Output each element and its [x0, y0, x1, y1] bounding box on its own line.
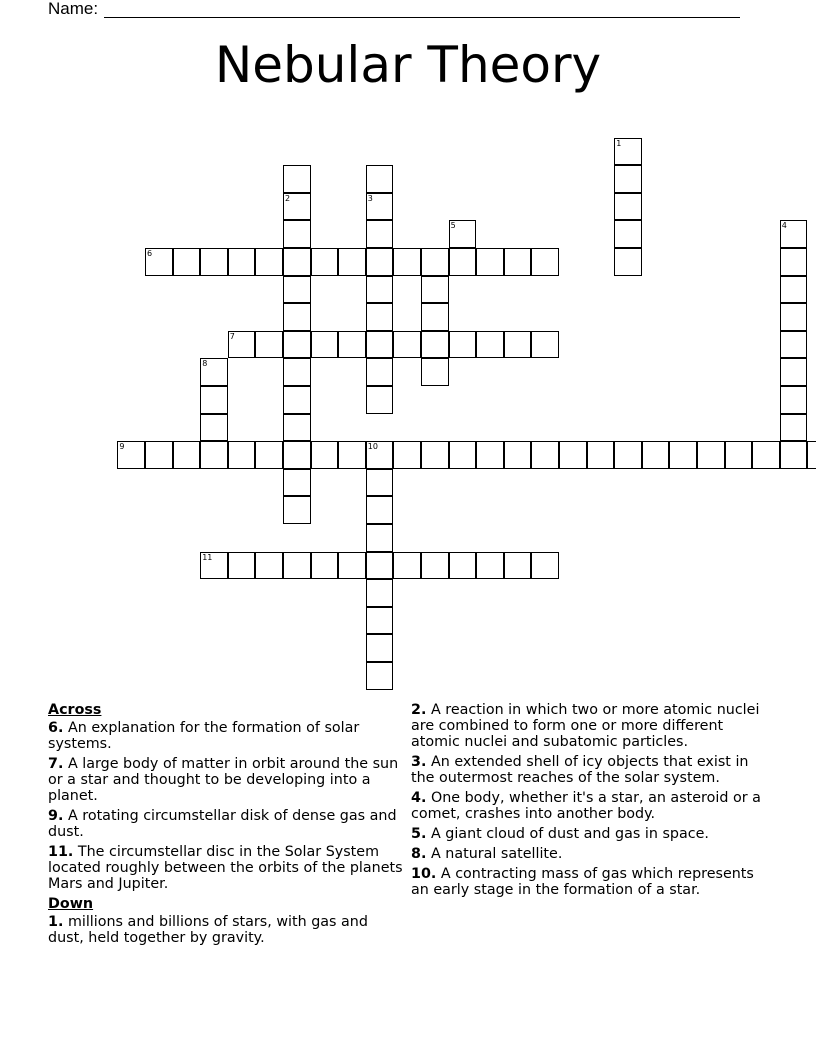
grid-cell[interactable]: [311, 248, 339, 276]
grid-cell[interactable]: [366, 220, 394, 248]
grid-cell[interactable]: [255, 331, 283, 359]
grid-cell[interactable]: [614, 220, 642, 248]
grid-cell[interactable]: [366, 552, 394, 580]
clue-across-9: [48, 808, 406, 840]
grid-cell[interactable]: [504, 331, 532, 359]
grid-cell[interactable]: [255, 552, 283, 580]
grid-cell[interactable]: [421, 552, 449, 580]
grid-cell[interactable]: [421, 276, 449, 304]
grid-cell[interactable]: [366, 607, 394, 635]
grid-cell[interactable]: [200, 414, 228, 442]
grid-cell[interactable]: [780, 358, 808, 386]
grid-cell[interactable]: [200, 441, 228, 469]
grid-cell[interactable]: [421, 441, 449, 469]
grid-cell[interactable]: [255, 441, 283, 469]
grid-cell[interactable]: [338, 552, 366, 580]
grid-cell[interactable]: [669, 441, 697, 469]
grid-cell[interactable]: [283, 248, 311, 276]
grid-cell[interactable]: [614, 441, 642, 469]
clue-number: 10.: [411, 866, 437, 882]
grid-cell[interactable]: [366, 331, 394, 359]
grid-cell[interactable]: [725, 441, 753, 469]
clue-text: An extended shell of icy objects that exist in the outermost reaches of the solar system.: [411, 754, 749, 786]
grid-cell[interactable]: [283, 165, 311, 193]
grid-cell[interactable]: [366, 634, 394, 662]
grid-cell[interactable]: [338, 331, 366, 359]
clues-right-column: [411, 702, 769, 902]
grid-cell[interactable]: [614, 248, 642, 276]
clue-text: A natural satellite.: [430, 846, 563, 862]
grid-cell[interactable]: [311, 552, 339, 580]
clue-across-11: [48, 844, 406, 892]
clue-number-label: 6: [147, 249, 153, 258]
grid-cell[interactable]: [366, 496, 394, 524]
grid-cell[interactable]: [283, 276, 311, 304]
grid-cell[interactable]: [780, 386, 808, 414]
clue-text: A giant cloud of dust and gas in space.: [430, 826, 709, 842]
grid-cell[interactable]: [228, 248, 256, 276]
grid-cell[interactable]: [145, 248, 173, 276]
grid-cell[interactable]: [366, 441, 394, 469]
clue-text: A contracting mass of gas which represents an early stage in the formation of a star.: [411, 866, 754, 898]
down-heading: Down: [48, 896, 94, 912]
clue-down-8: [411, 846, 769, 862]
clue-across-6: [48, 720, 406, 752]
grid-cell[interactable]: [366, 276, 394, 304]
grid-cell[interactable]: [366, 248, 394, 276]
name-label: Name:: [48, 0, 99, 18]
clue-number: 3.: [411, 754, 427, 770]
clue-number: 1.: [48, 914, 64, 930]
grid-cell[interactable]: [531, 331, 559, 359]
grid-cell[interactable]: [283, 358, 311, 386]
grid-cell[interactable]: [228, 552, 256, 580]
grid-cell[interactable]: [780, 441, 808, 469]
grid-cell[interactable]: [366, 358, 394, 386]
clue-number-label: 9: [119, 442, 125, 452]
grid-cell[interactable]: [200, 386, 228, 414]
grid-cell[interactable]: [697, 441, 725, 469]
clue-number-label: 4: [781, 221, 787, 231]
grid-cell[interactable]: [283, 441, 311, 469]
grid-cell[interactable]: [449, 331, 477, 359]
grid-cell[interactable]: [366, 579, 394, 607]
clue-number: 8.: [411, 846, 427, 862]
grid-cell[interactable]: [587, 441, 615, 469]
grid-cell[interactable]: [476, 441, 504, 469]
grid-cell[interactable]: [366, 303, 394, 331]
clue-down-5: [411, 826, 769, 842]
clue-number: 11.: [48, 844, 74, 860]
clue-number-label: 5: [450, 221, 456, 231]
grid-cell[interactable]: [283, 552, 311, 580]
grid-cell[interactable]: [614, 165, 642, 193]
page-title: Nebular Theory: [214, 36, 602, 94]
grid-cell[interactable]: [366, 386, 394, 414]
grid-cell[interactable]: [504, 552, 532, 580]
grid-cell[interactable]: [780, 220, 808, 248]
grid-cell[interactable]: [283, 386, 311, 414]
clue-number-label: 11: [202, 552, 213, 562]
clue-text: A reaction in which two or more atomic nuclei are combined to form one or more different atomic nuclei and subatomic particles.: [411, 702, 760, 750]
clue-number: 5.: [411, 826, 427, 842]
grid-cell[interactable]: [807, 441, 816, 469]
clue-number: 9.: [48, 808, 64, 824]
grid-cell[interactable]: [255, 248, 283, 276]
clue-number: 7.: [48, 756, 64, 772]
clue-text: A rotating circumstellar disk of dense gas and dust.: [48, 808, 397, 840]
grid-cell[interactable]: [780, 276, 808, 304]
grid-cell[interactable]: [366, 662, 394, 690]
grid-cell[interactable]: [173, 441, 201, 469]
clue-down-4: [411, 790, 769, 822]
grid-cell[interactable]: [173, 248, 201, 276]
grid-cell[interactable]: [476, 552, 504, 580]
grid-cell[interactable]: [449, 220, 477, 248]
clue-text: The circumstellar disc in the Solar System located roughly between the orbits of the planets Mars and Jupiter.: [48, 844, 403, 892]
clue-number-label: 2: [285, 193, 291, 203]
clue-number-label: 1: [616, 138, 622, 148]
grid-cell[interactable]: [449, 248, 477, 276]
grid-cell[interactable]: [393, 248, 421, 276]
grid-cell[interactable]: [780, 248, 808, 276]
grid-cell[interactable]: [531, 248, 559, 276]
clue-text: millions and billions of stars, with gas and dust, held together by gravity.: [48, 914, 368, 946]
grid-cell[interactable]: [504, 248, 532, 276]
grid-cell[interactable]: [531, 441, 559, 469]
grid-cell[interactable]: [338, 441, 366, 469]
grid-cell[interactable]: [366, 165, 394, 193]
grid-cell[interactable]: [200, 552, 228, 580]
grid-cell[interactable]: [366, 469, 394, 497]
grid-cell[interactable]: [283, 331, 311, 359]
clue-text: An explanation for the formation of solar systems.: [48, 720, 360, 752]
clue-down-2: [411, 702, 769, 750]
clue-number-label: 7: [229, 331, 235, 341]
grid-cell[interactable]: [559, 441, 587, 469]
grid-cell[interactable]: [283, 193, 311, 221]
grid-cell[interactable]: [366, 524, 394, 552]
grid-cell[interactable]: [421, 248, 449, 276]
grid-cell[interactable]: [283, 220, 311, 248]
grid-cell[interactable]: [117, 441, 145, 469]
grid-cell[interactable]: [228, 441, 256, 469]
clue-down-10: [411, 866, 769, 898]
grid-cell[interactable]: [504, 441, 532, 469]
grid-cell[interactable]: [421, 358, 449, 386]
grid-cell[interactable]: [393, 331, 421, 359]
grid-cell[interactable]: [752, 441, 780, 469]
grid-cell[interactable]: [642, 441, 670, 469]
grid-cell[interactable]: [421, 331, 449, 359]
clue-number-label: 3: [367, 193, 373, 203]
grid-cell[interactable]: [476, 331, 504, 359]
grid-cell[interactable]: [228, 331, 256, 359]
grid-cell[interactable]: [145, 441, 173, 469]
grid-cell[interactable]: [338, 248, 366, 276]
grid-cell[interactable]: [283, 469, 311, 497]
grid-cell[interactable]: [200, 358, 228, 386]
clues-left-column: [48, 702, 406, 950]
grid-cell[interactable]: [476, 248, 504, 276]
grid-cell[interactable]: [780, 331, 808, 359]
clue-down-3: [411, 754, 769, 786]
grid-cell[interactable]: [421, 303, 449, 331]
grid-cell[interactable]: [780, 414, 808, 442]
grid-cell[interactable]: [200, 248, 228, 276]
grid-cell[interactable]: [283, 414, 311, 442]
grid-cell[interactable]: [311, 331, 339, 359]
grid-cell[interactable]: [393, 441, 421, 469]
grid-cell[interactable]: [614, 138, 642, 166]
grid-cell[interactable]: [283, 496, 311, 524]
clue-text: One body, whether it's a star, an asteroid or a comet, crashes into another body.: [411, 790, 761, 822]
clue-text: A large body of matter in orbit around the sun or a star and thought to be developing into a planet.: [48, 756, 399, 804]
grid-cell[interactable]: [393, 552, 421, 580]
grid-cell[interactable]: [614, 193, 642, 221]
grid-cell[interactable]: [449, 552, 477, 580]
clue-number-label: 8: [202, 359, 208, 369]
grid-cell[interactable]: [780, 303, 808, 331]
clue-number: 2.: [411, 702, 427, 718]
clue-across-7: [48, 756, 406, 804]
clue-number-label: 10: [367, 442, 378, 452]
grid-cell[interactable]: [449, 441, 477, 469]
grid-cell[interactable]: [311, 441, 339, 469]
grid-cell[interactable]: [531, 552, 559, 580]
across-heading: Across: [48, 702, 102, 718]
clue-number: 6.: [48, 720, 64, 736]
grid-cell[interactable]: [283, 303, 311, 331]
clue-down-1: [48, 914, 406, 946]
grid-cell[interactable]: [366, 193, 394, 221]
clue-number: 4.: [411, 790, 427, 806]
